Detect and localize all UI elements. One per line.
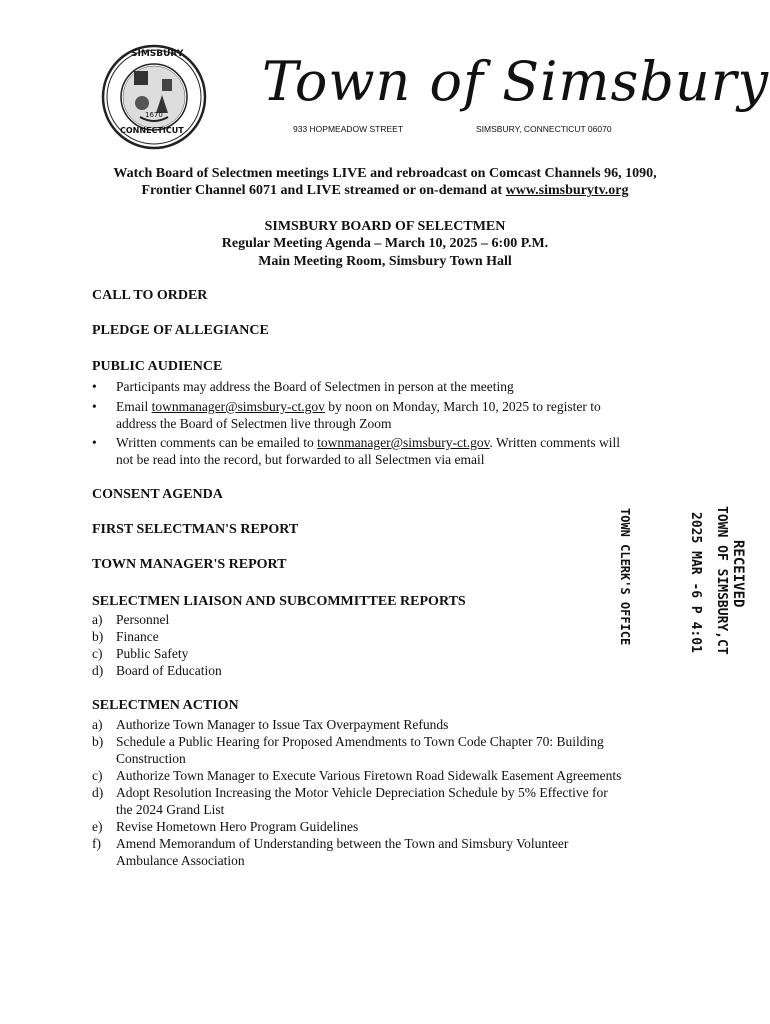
list-item-text: Schedule a Public Hearing for Proposed Amendments to Town Code Chapter 70: Building <box>116 734 604 749</box>
list-item <box>92 628 492 645</box>
list-item-text: Finance <box>116 629 159 644</box>
heading-consent-agenda: CONSENT AGENDA <box>92 487 223 502</box>
list-marker: c) <box>92 768 103 783</box>
list-item <box>92 662 492 679</box>
broadcast-notice-line2 <box>0 182 770 199</box>
broadcast-notice-text: Frontier Channel 6071 and LIVE streamed or on-demand at <box>141 183 506 198</box>
list-item-text: Amend Memorandum of Understanding between the Town and Simsbury Volunteer <box>116 836 569 851</box>
list-item <box>92 716 712 733</box>
list-marker: b) <box>92 629 104 644</box>
list-marker: f) <box>92 836 101 851</box>
action-list <box>92 716 712 869</box>
stamp-clerk-office: TOWN CLERK'S OFFICE <box>618 508 632 646</box>
list-marker: b) <box>92 734 104 749</box>
item-text: Written comments can be emailed to <box>116 435 318 450</box>
seal-text-top: SIMSBURY <box>131 49 184 59</box>
list-item-text: Personnel <box>116 612 170 627</box>
list-item-text: Authorize Town Manager to Execute Various Firetown Road Sidewalk Easement Agreements <box>116 768 622 783</box>
public-audience-item-2 <box>92 398 692 432</box>
seal-year: 1670 <box>145 111 163 119</box>
heading-liaison-reports: SELECTMEN LIAISON AND SUBCOMMITTEE REPORTS <box>92 594 466 609</box>
address-city: SIMSBURY, CONNECTICUT 06070 <box>476 124 612 134</box>
item-text: . Written comments will <box>489 435 620 450</box>
meeting-location: Main Meeting Room, Simsbury Town Hall <box>258 254 512 269</box>
list-marker: e) <box>92 819 103 834</box>
public-audience-item-1 <box>92 378 692 395</box>
stamp-date: 2025 MAR -6 P 4:01 <box>688 512 703 653</box>
list-item-text-cont: the 2024 Grand List <box>116 802 225 817</box>
simsburytv-link[interactable]: www.simsburytv.org <box>505 183 629 198</box>
list-item <box>92 733 712 767</box>
list-item-text: Public Safety <box>116 646 189 661</box>
bullet: • <box>92 435 97 450</box>
list-marker: d) <box>92 663 104 678</box>
heading-call-to-order: CALL TO ORDER <box>92 288 208 303</box>
list-item <box>92 835 712 869</box>
email-link[interactable]: townmanager@simsbury-ct.gov <box>317 435 490 450</box>
town-title: Town of Simsbury <box>262 50 770 113</box>
bullet: • <box>92 399 97 414</box>
item-text: by noon on Monday, March 10, 2025 to register to <box>324 399 601 414</box>
heading-first-selectman: FIRST SELECTMAN'S REPORT <box>92 522 299 537</box>
list-item <box>92 767 712 784</box>
item-text: address the Board of Selectmen live through Zoom <box>116 416 392 431</box>
email-link[interactable]: townmanager@simsbury-ct.gov <box>151 399 325 414</box>
list-item <box>92 784 712 818</box>
agenda-date: Regular Meeting Agenda – March 10, 2025 – 6:00 P.M. <box>221 236 549 251</box>
list-item <box>92 611 492 628</box>
broadcast-notice-line1: Watch Board of Selectmen meetings LIVE and rebroadcast on Comcast Channels 96, 1090, <box>113 166 657 181</box>
list-item-text: Revise Hometown Hero Program Guidelines <box>116 819 359 834</box>
item-text: not be read into the record, but forwarded to all Selectmen via email <box>116 452 485 467</box>
heading-public-audience: PUBLIC AUDIENCE <box>92 359 223 374</box>
list-item-text-cont: Ambulance Association <box>116 853 245 868</box>
address-street: 933 HOPMEADOW STREET <box>293 124 404 134</box>
list-marker: a) <box>92 612 103 627</box>
heading-selectmen-action: SELECTMEN ACTION <box>92 698 239 713</box>
list-marker: d) <box>92 785 104 800</box>
stamp-received: RECEIVED <box>730 540 746 608</box>
heading-town-manager: TOWN MANAGER'S REPORT <box>92 557 287 572</box>
board-name: SIMSBURY BOARD OF SELECTMEN <box>264 219 506 234</box>
list-item-text: Authorize Town Manager to Issue Tax Overpayment Refunds <box>116 717 449 732</box>
item-text: Participants may address the Board of Selectmen in person at the meeting <box>116 379 514 394</box>
list-item <box>92 645 492 662</box>
public-audience-item-3 <box>92 434 692 468</box>
list-marker: c) <box>92 646 103 661</box>
bullet: • <box>92 379 97 394</box>
seal-text-bottom: CONNECTICUT <box>120 126 184 135</box>
stamp-town: TOWN OF SIMSBURY,CT <box>714 506 729 655</box>
liaison-list <box>92 611 492 679</box>
list-marker: a) <box>92 717 103 732</box>
list-item-text-cont: Construction <box>116 751 186 766</box>
item-text: Email <box>116 399 152 414</box>
list-item-text: Board of Education <box>116 663 222 678</box>
list-item-text: Adopt Resolution Increasing the Motor Vehicle Depreciation Schedule by 5% Effective for <box>116 785 608 800</box>
list-item <box>92 818 712 835</box>
heading-pledge: PLEDGE OF ALLEGIANCE <box>92 323 269 338</box>
